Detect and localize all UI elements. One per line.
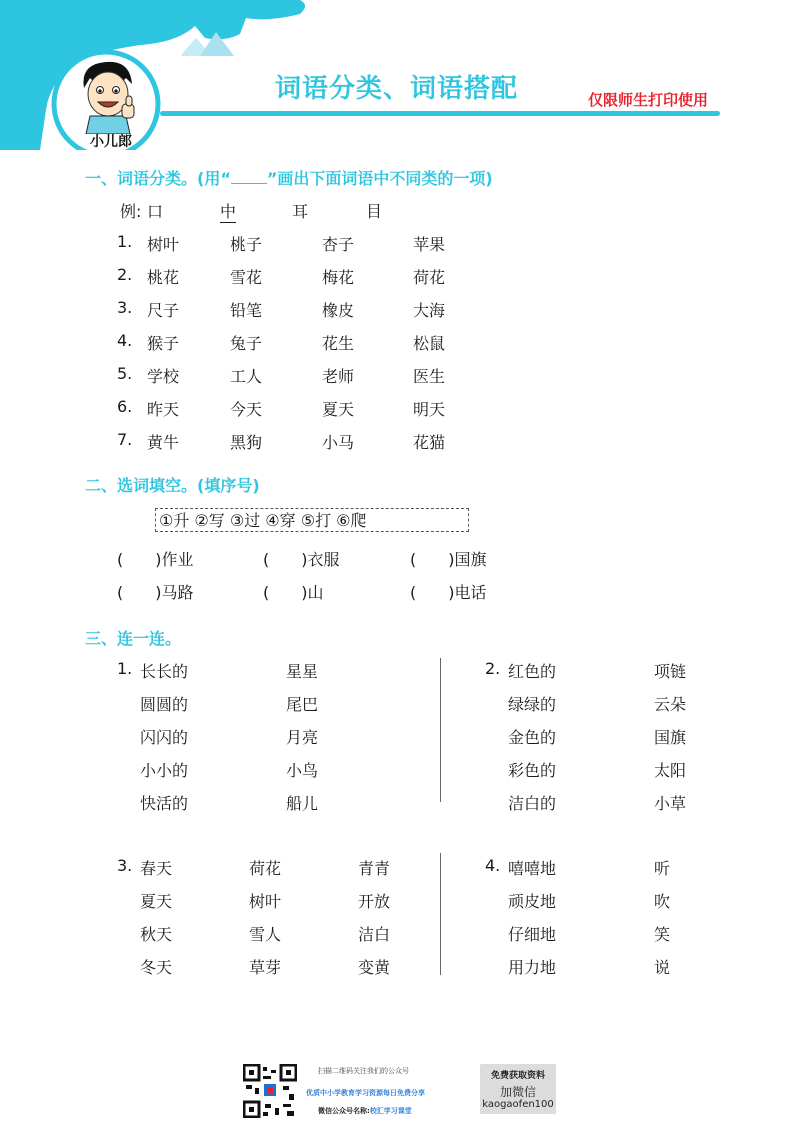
- qr-code-icon: [243, 1064, 297, 1118]
- match-object-word: 草芽: [249, 958, 282, 977]
- classify-word: 桃子: [230, 235, 263, 254]
- match-left-word: 嘻嘻地: [508, 859, 557, 878]
- match-right-word: 太阳: [654, 761, 687, 780]
- match-right-word: 月亮: [286, 728, 319, 747]
- group-number: 2.: [485, 659, 501, 678]
- match-season-word: 春天: [140, 859, 173, 878]
- classify-word: 梅花: [322, 268, 355, 287]
- match-right-word: 尾巴: [286, 695, 319, 714]
- row-number: 1.: [117, 232, 133, 251]
- match-left-word: 小小的: [140, 761, 189, 780]
- header-decoration: [0, 0, 310, 150]
- section2-heading: 二、选词填空。(填序号): [85, 476, 260, 495]
- match-right-word: 吹: [654, 892, 671, 911]
- classify-word: 夏天: [322, 400, 355, 419]
- boy-mascot-icon: [66, 58, 152, 134]
- classify-word: 黄牛: [147, 433, 180, 452]
- column-divider: [440, 853, 441, 975]
- classify-word: 苹果: [413, 235, 446, 254]
- match-right-word: 说: [654, 958, 671, 977]
- header-divider: [160, 111, 720, 116]
- classify-word: 橡皮: [322, 301, 355, 320]
- classify-word: 黑狗: [230, 433, 263, 452]
- match-right-word: 国旗: [654, 728, 687, 747]
- wechat-box-title: 免费获取资料: [490, 1071, 545, 1081]
- match-verb-word: 青青: [358, 859, 391, 878]
- mascot-label: 小儿郎: [90, 134, 132, 150]
- match-left-word: 仔细地: [508, 925, 557, 944]
- match-left-word: 洁白的: [508, 794, 557, 813]
- fill-blank-item: ( )电话: [410, 583, 487, 602]
- group-number: 3.: [117, 856, 133, 875]
- match-object-word: 荷花: [249, 859, 282, 878]
- classify-word: 尺子: [147, 301, 180, 320]
- classify-word: 桃花: [147, 268, 180, 287]
- match-verb-word: 变黄: [358, 958, 391, 977]
- classify-word: 铅笔: [230, 301, 263, 320]
- fill-blank-item: ( )作业: [117, 550, 194, 569]
- row-number: 2.: [117, 265, 133, 284]
- print-notice-tag: 仅限师生打印使用: [588, 91, 709, 109]
- classify-word: 猴子: [147, 334, 180, 353]
- classify-word: 昨天: [147, 400, 180, 419]
- row-number: 5.: [117, 364, 133, 383]
- match-object-word: 树叶: [249, 892, 282, 911]
- match-left-word: 闪闪的: [140, 728, 189, 747]
- match-left-word: 顽皮地: [508, 892, 557, 911]
- classify-word: 大海: [413, 301, 446, 320]
- classify-word: 兔子: [230, 334, 263, 353]
- footer-account-label: 微信公众号名称:校汇学习课堂: [318, 1107, 412, 1115]
- classify-word: 医生: [413, 367, 446, 386]
- match-verb-word: 开放: [358, 892, 391, 911]
- fill-blank-item: ( )国旗: [410, 550, 487, 569]
- fill-blank-item: ( )衣服: [263, 550, 340, 569]
- fill-blank-item: ( )马路: [117, 583, 194, 602]
- match-left-word: 快活的: [140, 794, 189, 813]
- section3-heading: 三、连一连。: [85, 629, 182, 648]
- wechat-contact-box: [480, 1064, 556, 1114]
- row-number: 6.: [117, 397, 133, 416]
- match-season-word: 夏天: [140, 892, 173, 911]
- match-right-word: 船儿: [286, 794, 319, 813]
- match-right-word: 云朵: [654, 695, 687, 714]
- match-left-word: 金色的: [508, 728, 557, 747]
- classify-word: 荷花: [413, 268, 446, 287]
- match-object-word: 雪人: [249, 925, 282, 944]
- match-season-word: 冬天: [140, 958, 173, 977]
- match-left-word: 长长的: [140, 662, 189, 681]
- underline-sample: [231, 169, 267, 184]
- match-left-word: 用力地: [508, 958, 557, 977]
- classify-word: 学校: [147, 367, 180, 386]
- row-number: 3.: [117, 298, 133, 317]
- match-right-word: 星星: [286, 662, 319, 681]
- wechat-box-action: 加微信: [499, 1085, 536, 1099]
- example-word: 目: [366, 202, 383, 221]
- example-word: 耳: [292, 202, 309, 221]
- match-right-word: 小草: [654, 794, 687, 813]
- match-verb-word: 洁白: [358, 925, 391, 944]
- match-right-word: 小鸟: [286, 761, 319, 780]
- group-number: 1.: [117, 659, 133, 678]
- classify-word: 今天: [230, 400, 263, 419]
- classify-word: 松鼠: [413, 334, 446, 353]
- match-left-word: 红色的: [508, 662, 557, 681]
- wechat-box-id: kaogaofen100: [482, 1099, 554, 1110]
- fill-blank-item: ( )山: [263, 583, 324, 602]
- match-left-word: 绿绿的: [508, 695, 557, 714]
- match-right-word: 项链: [654, 662, 687, 681]
- column-divider: [440, 658, 441, 802]
- footer-scan-text: 扫描二维码关注我们的公众号: [318, 1067, 409, 1075]
- match-left-word: 彩色的: [508, 761, 557, 780]
- classify-word: 雪花: [230, 268, 263, 287]
- word-options-box: ①升 ②写 ③过 ④穿 ⑤打 ⑥爬: [155, 508, 469, 532]
- example-word: 口: [147, 202, 164, 221]
- match-right-word: 听: [654, 859, 671, 878]
- section1-heading: 一、词语分类。(用“ ”画出下面词语中不同类的一项): [85, 169, 493, 188]
- page-title: 词语分类、词语搭配: [275, 74, 519, 104]
- example-word-underlined: 中: [220, 199, 236, 223]
- example-label: 例:: [120, 202, 142, 221]
- row-number: 7.: [117, 430, 133, 449]
- group-number: 4.: [485, 856, 501, 875]
- classify-word: 花生: [322, 334, 355, 353]
- footer-slogan: 优质中小学教育学习资源每日免费分享: [306, 1089, 425, 1097]
- classify-word: 花猫: [413, 433, 446, 452]
- match-season-word: 秋天: [140, 925, 173, 944]
- classify-word: 杏子: [322, 235, 355, 254]
- row-number: 4.: [117, 331, 133, 350]
- classify-word: 明天: [413, 400, 446, 419]
- classify-word: 工人: [230, 367, 263, 386]
- match-left-word: 圆圆的: [140, 695, 189, 714]
- classify-word: 树叶: [147, 235, 180, 254]
- match-right-word: 笑: [654, 925, 671, 944]
- classify-word: 小马: [322, 433, 355, 452]
- classify-word: 老师: [322, 367, 355, 386]
